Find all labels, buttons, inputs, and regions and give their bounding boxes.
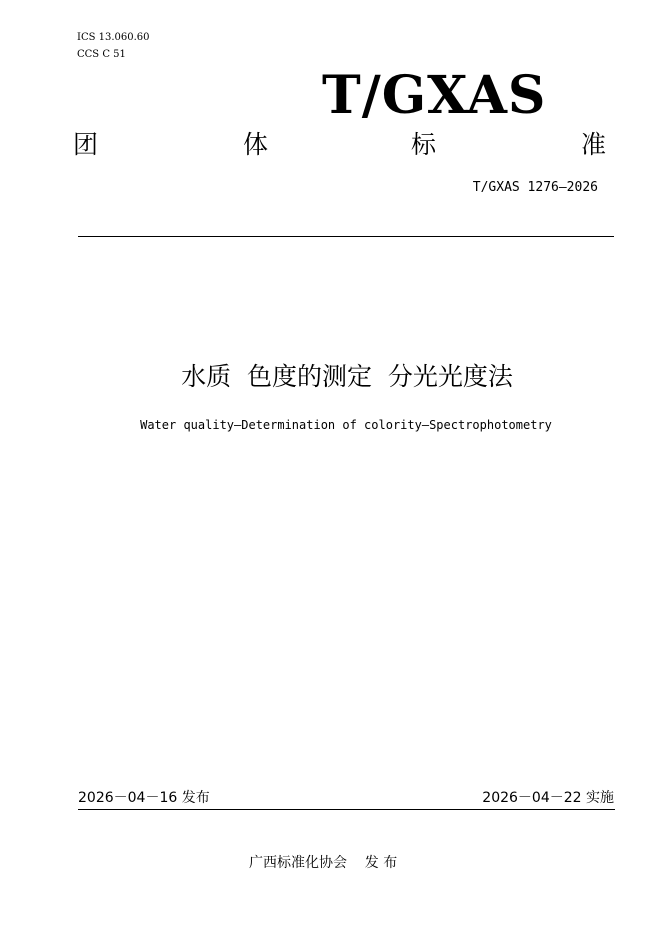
ccs-code: CCS C 51 [77,49,126,60]
implementation-date: 2026－04－22 实施 [482,790,614,806]
standard-type-char: 体 [243,130,269,159]
standard-number: T/GXAS 1276—2026 [472,180,598,195]
issue-date: 2026－04－16 发布 [78,790,210,806]
top-divider [78,236,614,237]
english-title: Water quality—Determination of colority—Spectrophotometry [140,418,552,432]
standard-type-char: 标 [411,130,437,159]
standard-type-char: 准 [581,130,607,159]
chinese-title: 水质 色度的测定 分光光度法 [181,362,513,391]
issuing-organization: 广西标准化协会 发 布 [249,855,398,871]
ics-code: ICS 13.060.60 [77,32,150,43]
standard-type-heading [73,128,613,162]
standard-type-char: 团 [73,130,99,159]
bottom-divider [78,809,615,810]
association-logo-text: T/GXAS [322,65,547,126]
